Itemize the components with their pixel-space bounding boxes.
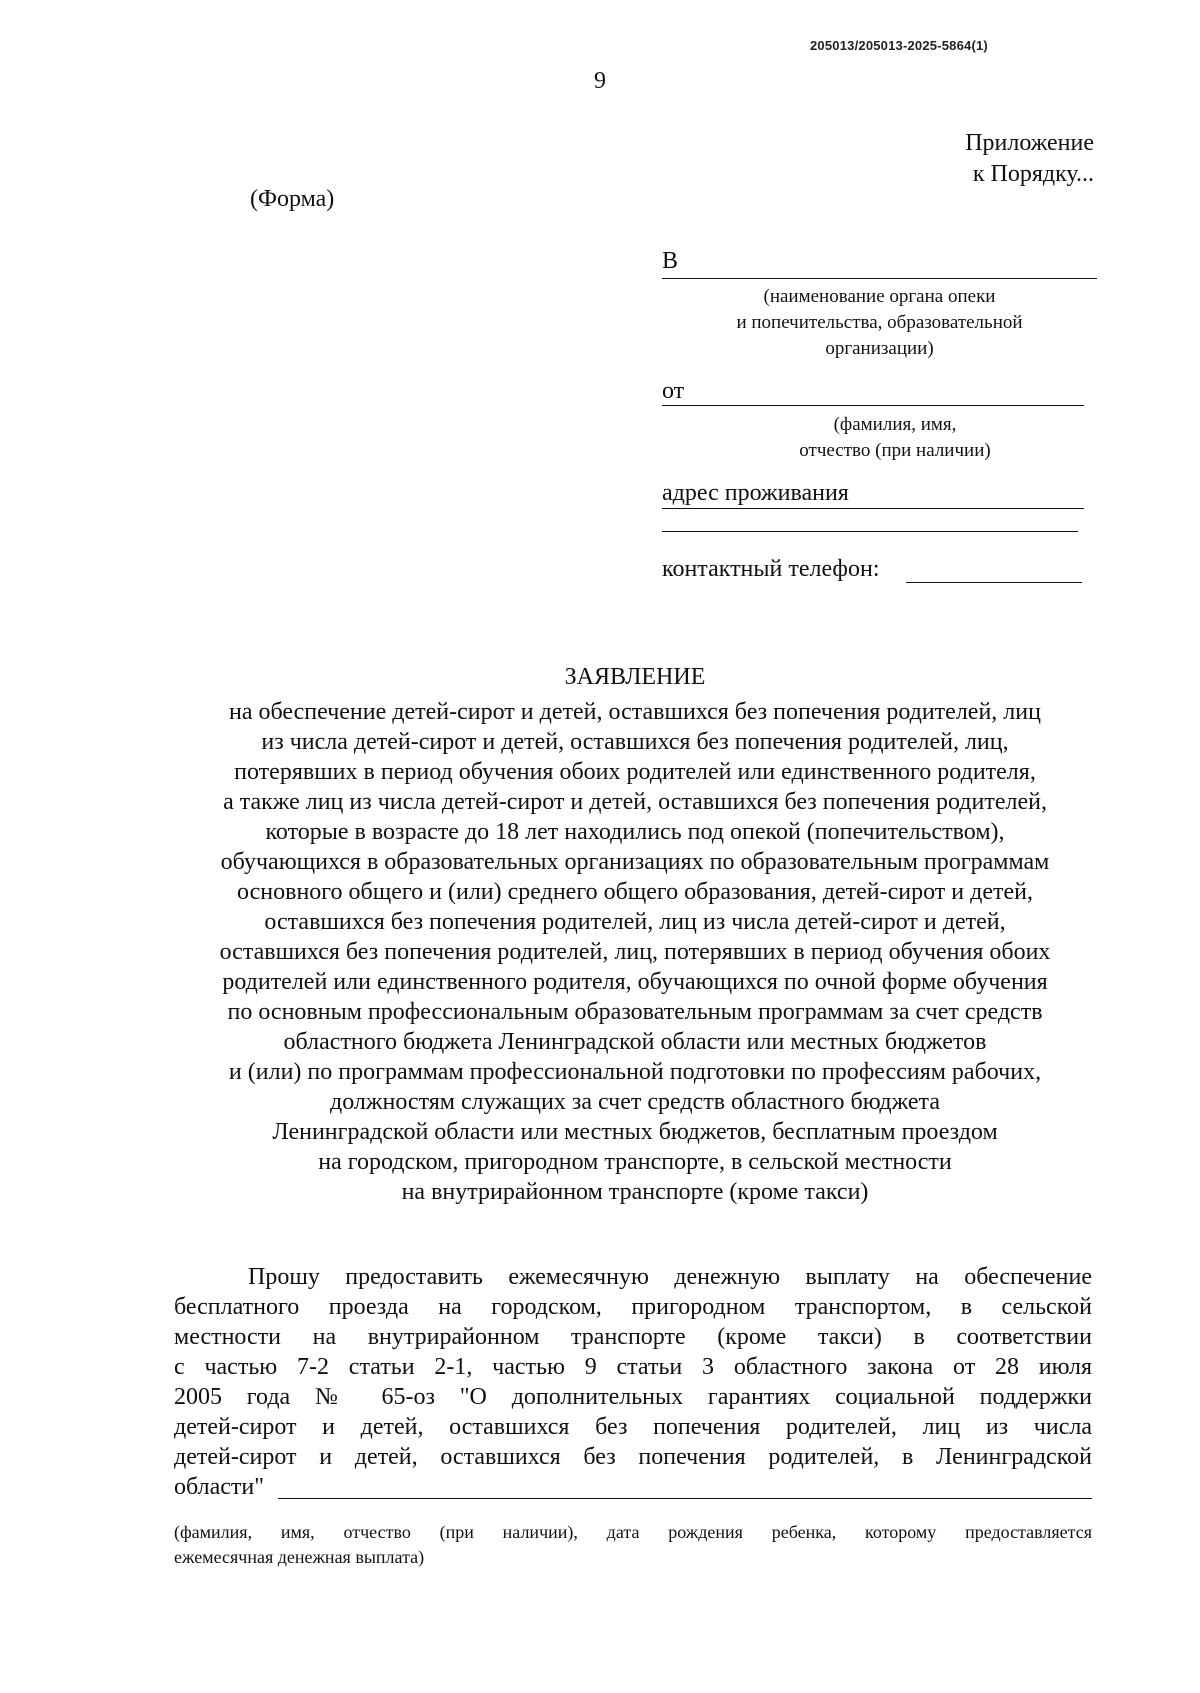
subtitle-line: Ленинградской области или местных бюджетов, бесплатным проездом xyxy=(272,1119,998,1145)
subtitle-line: обучающихся в образовательных организациях по образовательным программам xyxy=(220,849,1050,875)
caption-line-1: (фамилия, имя, отчество (при наличии), дата рождения ребенка, которому предоставляется xyxy=(174,1522,1092,1542)
phone-label: контактный телефон: xyxy=(662,556,880,582)
appendix-line-2: к Порядку... xyxy=(972,161,1094,187)
subtitle-line: и (или) по программам профессиональной подготовки по профессиям рабочих, xyxy=(228,1059,1042,1085)
subtitle-line: на внутрирайонном транспорте (кроме такси) xyxy=(401,1179,869,1205)
address-line-1[interactable] xyxy=(662,508,1084,509)
statement-body xyxy=(174,1262,1092,1502)
to-note-line-1: (наименование органа опеки xyxy=(763,286,996,307)
to-note-line-3: организации) xyxy=(825,338,934,359)
from-note-line-1: (фамилия, имя, xyxy=(833,414,957,435)
subtitle-line: на обеспечение детей-сирот и детей, оставшихся без попечения родителей, лиц xyxy=(229,699,1041,725)
from-prefix: от xyxy=(662,378,685,404)
from-line[interactable] xyxy=(662,405,1084,406)
subtitle-line: на городском, пригородном транспорте, в сельской местности xyxy=(318,1149,952,1175)
phone-line[interactable] xyxy=(906,582,1082,583)
to-note-line-2: и попечительства, образовательной xyxy=(736,312,1023,333)
subtitle-line: областного бюджета Ленинградской области или местных бюджетов xyxy=(283,1029,987,1055)
subtitle-line: оставшихся без попечения родителей, лиц, потерявших в период обучения обоих xyxy=(219,939,1051,965)
statement-subtitle xyxy=(160,697,1110,1207)
body-line: с частью 7-2 статьи 2-1, частью 9 статьи 3 областного закона от 28 июля xyxy=(174,1354,1092,1380)
subtitle-line: должностям служащих за счет средств областного бюджета xyxy=(330,1089,940,1115)
subtitle-line: которые в возрасте до 18 лет находились под опекой (попечительством), xyxy=(265,819,1005,845)
child-name-line[interactable] xyxy=(278,1498,1092,1499)
form-label: (Форма) xyxy=(250,186,335,212)
subtitle-line: оставшихся без попечения родителей, лиц из числа детей-сирот и детей, xyxy=(264,909,1006,935)
from-note-line-2: отчество (при наличии) xyxy=(799,440,991,461)
to-note xyxy=(662,284,1097,362)
body-line: детей-сирот и детей, оставшихся без попечения родителей, в Ленинградской xyxy=(174,1444,1092,1470)
appendix-line-1: Приложение xyxy=(965,130,1094,156)
address-line-2[interactable] xyxy=(662,531,1078,532)
caption-line-2: ежемесячная денежная выплата) xyxy=(174,1547,425,1567)
subtitle-line: а также лиц из числа детей-сирот и детей, оставшихся без попечения родителей, xyxy=(223,789,1047,815)
document-id: 205013/205013-2025-5864(1) xyxy=(810,38,988,53)
body-line: детей-сирот и детей, оставшихся без попечения родителей, лиц из числа xyxy=(174,1414,1092,1440)
subtitle-line: родителей или единственного родителя, обучающихся по очной форме обучения xyxy=(222,969,1048,995)
body-line: 2005 года № 65-оз "О дополнительных гарантиях социальной поддержки xyxy=(174,1384,1092,1410)
subtitle-line: потерявших в период обучения обоих родителей или единственного родителя, xyxy=(234,759,1036,785)
subtitle-line: основного общего и (или) среднего общего образования, детей-сирот и детей, xyxy=(237,879,1033,905)
address-label: адрес проживания xyxy=(662,480,849,506)
body-last-line: области" xyxy=(174,1474,265,1500)
from-note xyxy=(730,412,1060,464)
child-name-caption xyxy=(174,1520,1092,1570)
body-last-row xyxy=(174,1472,1092,1502)
appendix-label xyxy=(965,128,1094,190)
body-line: Прошу предоставить ежемесячную денежную выплату на обеспечение xyxy=(248,1264,1092,1290)
to-line[interactable] xyxy=(662,278,1097,279)
subtitle-line: по основным профессиональным образовательным программам за счет средств xyxy=(227,999,1043,1025)
statement-title: ЗАЯВЛЕНИЕ xyxy=(564,664,706,690)
subtitle-line: из числа детей-сирот и детей, оставшихся без попечения родителей, лиц, xyxy=(261,729,1009,755)
body-line: бесплатного проезда на городском, пригородном транспортом, в сельской xyxy=(174,1294,1092,1320)
page-number: 9 xyxy=(594,68,606,94)
to-prefix: В xyxy=(662,248,679,274)
body-line: местности на внутрирайонном транспорте (кроме такси) в соответствии xyxy=(174,1324,1092,1350)
